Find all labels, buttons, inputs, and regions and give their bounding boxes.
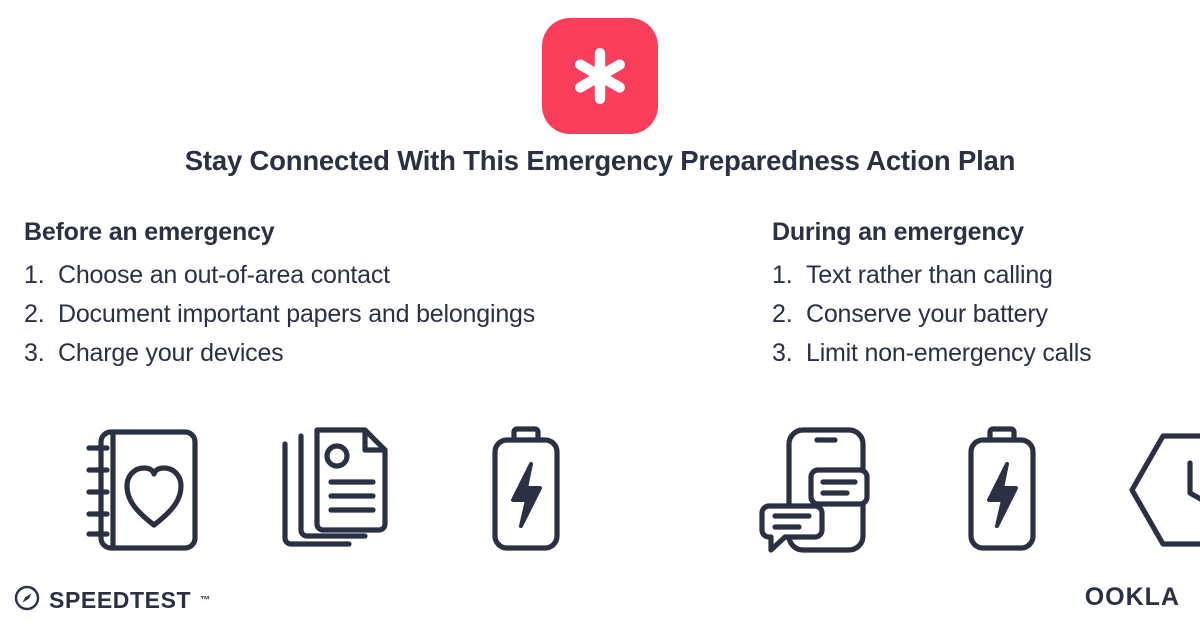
list-item-label: Conserve your battery — [806, 300, 1048, 328]
list-item-label: Document important papers and belongings — [58, 300, 536, 328]
list-item-number: 1. — [24, 261, 45, 289]
phone-message-icon — [744, 420, 884, 560]
battery-bolt-icon — [932, 420, 1072, 560]
column-heading-during: During an emergency — [772, 218, 1024, 246]
list-item-number: 1. — [772, 261, 793, 289]
ookla-logo — [1085, 583, 1180, 612]
list-item — [24, 334, 724, 373]
speedtest-wordmark: SPEEDTEST — [49, 587, 192, 613]
steps-list-before — [24, 256, 724, 373]
speedtest-badge — [542, 18, 658, 134]
speedtest-trademark: ™ — [200, 595, 211, 606]
documents-stack-icon — [264, 420, 404, 560]
list-item — [24, 295, 724, 334]
battery-bolt-icon — [456, 420, 596, 560]
asterisk-icon — [569, 45, 631, 107]
icon-row-before — [72, 420, 596, 560]
list-item-number: 2. — [772, 300, 793, 328]
notebook-heart-icon — [72, 420, 212, 560]
speedtest-logo — [14, 585, 210, 616]
list-item-number: 2. — [24, 300, 45, 328]
list-item — [24, 256, 724, 295]
list-item — [772, 334, 1192, 373]
list-item-label: Limit non-emergency calls — [806, 339, 1092, 367]
list-item — [772, 295, 1192, 334]
list-item-label: Text rather than calling — [806, 261, 1053, 289]
list-item-number: 3. — [772, 339, 793, 367]
column-heading-before: Before an emergency — [24, 218, 275, 246]
list-item-label: Charge your devices — [58, 339, 284, 367]
page-title: Stay Connected With This Emergency Preparedness Action Plan — [184, 145, 1016, 176]
list-item — [772, 256, 1192, 295]
speedtest-gauge-icon — [14, 585, 40, 616]
logo-badge-container — [0, 18, 1200, 134]
column-during-emergency — [772, 218, 1192, 373]
column-before-emergency — [24, 218, 724, 373]
icon-row-during — [744, 420, 1200, 560]
hexagon-clock-icon — [1120, 420, 1200, 560]
steps-list-during — [772, 256, 1192, 373]
list-item-label: Choose an out-of-area contact — [58, 261, 390, 289]
list-item-number: 3. — [24, 339, 45, 367]
ookla-wordmark: OOKLA — [1084, 583, 1180, 611]
